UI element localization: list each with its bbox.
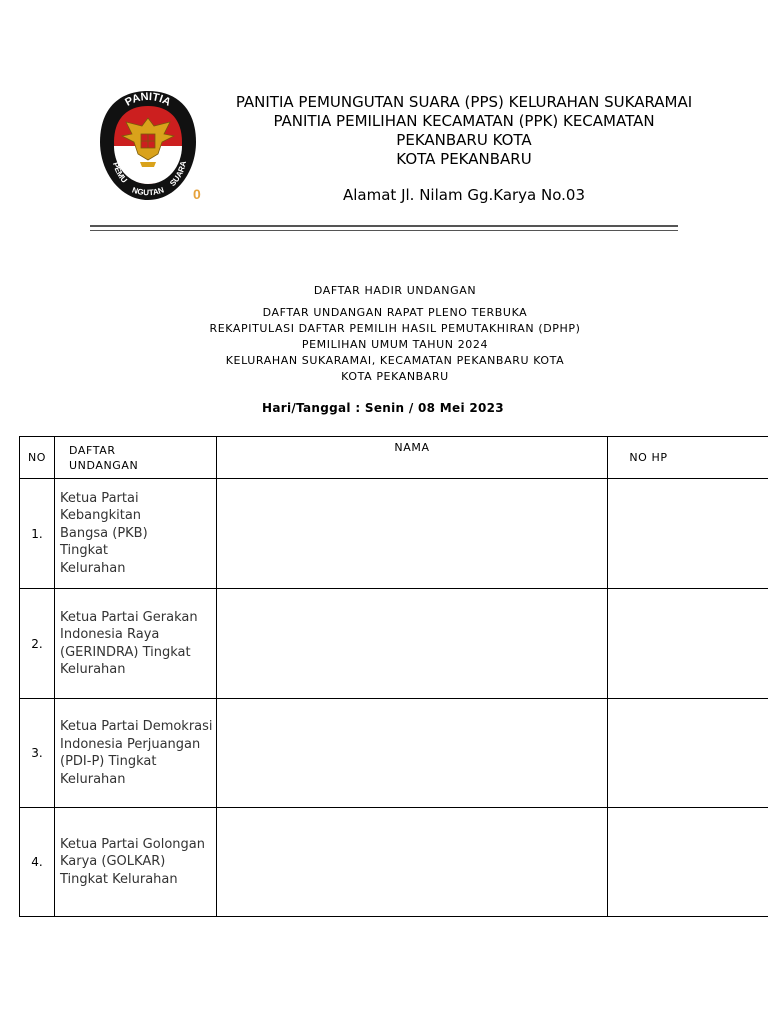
row-invitee	[55, 589, 217, 699]
table-row	[20, 699, 768, 808]
column-header-hp: NO HP	[608, 437, 768, 479]
column-header-no: NO	[20, 437, 55, 479]
row-phone-field[interactable]	[608, 589, 768, 699]
letterhead-line-4: KOTA PEKANBARU	[396, 150, 532, 168]
row-number: 4.	[20, 808, 55, 917]
row-invitee	[55, 808, 217, 917]
invitee-line: Karya (GOLKAR)	[60, 854, 166, 870]
document-title	[0, 283, 768, 299]
logo-zero-mark: 0	[193, 186, 201, 202]
logo-text-right: SUARA	[168, 160, 189, 189]
subtitle-line-1: DAFTAR UNDANGAN RAPAT PLENO TERBUKA	[262, 306, 528, 319]
subtitle-line-5: KOTA PEKANBARU	[341, 370, 449, 383]
letterhead-line-2: PANITIA PEMILIHAN KECAMATAN (PPK) KECAMATAN	[273, 112, 655, 130]
invitee-line: Kebangkitan	[60, 508, 142, 524]
logo-text-top: PANITIA	[123, 90, 173, 109]
invitee-line: Indonesia Perjuangan	[60, 736, 201, 752]
invitee-line: Ketua Partai Demokrasi	[60, 719, 213, 734]
letterhead-line-1: PANITIA PEMUNGUTAN SUARA (PPS) KELURAHAN SUKARAMAI	[235, 93, 693, 111]
row-phone-field[interactable]	[608, 699, 768, 808]
table-row	[20, 808, 768, 917]
invitee-line: Kelurahan	[60, 771, 126, 787]
row-number: 3.	[20, 699, 55, 808]
invitee-line: Kelurahan	[60, 560, 126, 576]
invitee-line: Kelurahan	[60, 662, 126, 677]
invitee-line: Indonesia Raya	[60, 627, 160, 642]
letterhead	[214, 93, 714, 169]
invitee-line: Ketua Partai Gerakan	[60, 609, 198, 625]
row-name-field[interactable]	[217, 479, 608, 589]
logo-text-left: PEMU	[110, 161, 130, 185]
invitee-line: Tingkat	[60, 543, 109, 559]
attendance-table	[19, 436, 768, 917]
letterhead-address: Alamat Jl. Nilam Gg.Karya No.03	[343, 186, 585, 204]
invitee-line: (PDI-P) Tingkat	[60, 754, 157, 769]
document-subtitle	[0, 305, 768, 385]
row-number: 1.	[20, 479, 55, 589]
table-row	[20, 479, 768, 589]
meeting-date: Hari/Tanggal : Senin / 08 Mei 2023	[262, 401, 504, 415]
logo-text-bottom: NGUTAN	[130, 185, 166, 198]
row-invitee	[55, 479, 217, 589]
panitia-pemungutan-suara-logo	[96, 88, 200, 204]
letterhead-divider	[90, 225, 678, 231]
column-header-nama: NAMA	[217, 437, 608, 479]
letterhead-line-3: PEKANBARU KOTA	[396, 131, 532, 149]
invitee-line: Ketua Partai Golongan	[60, 836, 205, 852]
row-name-field[interactable]	[217, 808, 608, 917]
invitee-line: (GERINDRA) Tingkat	[60, 644, 191, 660]
row-phone-field[interactable]	[608, 808, 768, 917]
row-phone-field[interactable]	[608, 479, 768, 589]
title-text: DAFTAR HADIR UNDANGAN	[313, 284, 477, 297]
invitee-line: Ketua Partai	[60, 490, 139, 506]
row-name-field[interactable]	[217, 589, 608, 699]
row-number: 2.	[20, 589, 55, 699]
column-header-undangan	[55, 437, 217, 479]
table-row	[20, 589, 768, 699]
subtitle-line-3: PEMILIHAN UMUM TAHUN 2024	[301, 338, 489, 351]
subtitle-line-2: REKAPITULASI DAFTAR PEMILIH HASIL PEMUTAKHIRAN (DPHP)	[209, 322, 581, 335]
column-header-undangan-line-1: DAFTAR	[69, 443, 116, 457]
invitee-line: Tingkat Kelurahan	[60, 871, 178, 887]
table-header-row	[20, 437, 768, 479]
subtitle-line-4: KELURAHAN SUKARAMAI, KECAMATAN PEKANBARU KOTA	[225, 354, 565, 367]
row-invitee	[55, 699, 217, 808]
row-name-field[interactable]	[217, 699, 608, 808]
invitee-line: Bangsa (PKB)	[60, 525, 148, 541]
column-header-undangan-line-2: UNDANGAN	[69, 458, 139, 472]
